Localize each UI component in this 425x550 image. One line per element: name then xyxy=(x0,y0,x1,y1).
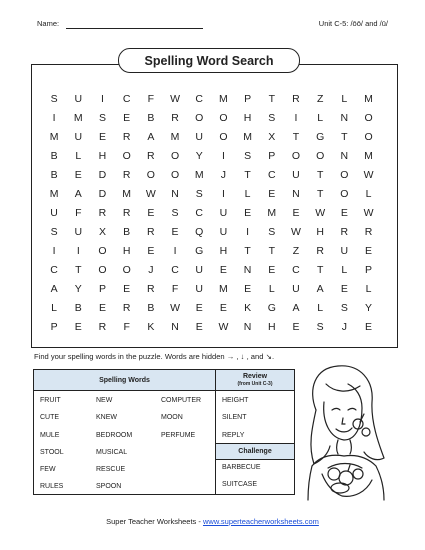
grid-letter: U xyxy=(195,282,204,295)
grid-letter: N xyxy=(243,321,252,334)
grid-letter: L xyxy=(317,111,324,124)
grid-letter: O xyxy=(170,149,180,162)
girl-with-fruit-illustration xyxy=(298,362,393,502)
grid-letter: C xyxy=(50,263,58,276)
grid-letter: T xyxy=(316,187,324,200)
challenge-word: SUITCASE xyxy=(222,481,258,488)
grid-letter: E xyxy=(171,225,179,238)
grid-letter: I xyxy=(246,225,250,238)
grid-letter: H xyxy=(122,244,131,257)
grid-letter: E xyxy=(340,282,348,295)
grid-letter: I xyxy=(221,187,225,200)
grid-letter: Y xyxy=(74,282,82,295)
letter-grid xyxy=(42,89,381,337)
grid-letter: S xyxy=(50,225,58,238)
grid-letter: M xyxy=(364,92,373,105)
grid-letter: I xyxy=(52,111,56,124)
grid-letter: O xyxy=(219,130,228,143)
word-bank-table xyxy=(33,369,295,495)
grid-letter: W xyxy=(291,225,301,238)
unit-label: Unit C-5: /ōō/ and /ū/ xyxy=(318,19,388,28)
grid-letter: H xyxy=(316,225,324,238)
grid-letter: M xyxy=(267,206,277,219)
grid-letter: M xyxy=(194,168,204,181)
grid-letter: S xyxy=(195,187,203,200)
grid-letter: T xyxy=(75,263,82,276)
grid-letter: E xyxy=(268,187,276,200)
grid-letter: O xyxy=(146,168,155,181)
grid-letter: L xyxy=(341,263,348,276)
grid-letter: P xyxy=(50,321,58,334)
grid-letter: T xyxy=(316,168,324,181)
grid-letter: E xyxy=(340,206,348,219)
grid-letter: W xyxy=(145,187,156,200)
grid-letter: M xyxy=(122,187,132,200)
grid-letter: W xyxy=(363,206,374,219)
word-item: BEDROOM xyxy=(96,432,133,439)
grid-letter: A xyxy=(147,130,155,143)
grid-letter: B xyxy=(50,149,58,162)
grid-letter: S xyxy=(171,206,179,219)
grid-letter: T xyxy=(292,130,300,143)
grid-letter: M xyxy=(219,282,228,295)
grid-letter: I xyxy=(101,92,104,105)
grid-letter: P xyxy=(365,263,373,276)
grid-letter: N xyxy=(171,187,179,200)
review-header xyxy=(216,370,294,391)
grid-letter: R xyxy=(171,111,179,124)
grid-letter: S xyxy=(244,149,252,162)
grid-letter: W xyxy=(218,321,229,334)
grid-letter: G xyxy=(267,302,276,315)
grid-letter: U xyxy=(195,263,204,276)
grid-letter: O xyxy=(219,111,228,124)
grid-letter: U xyxy=(219,225,228,238)
grid-letter: J xyxy=(220,168,227,181)
grid-letter: H xyxy=(98,149,107,162)
grid-letter: D xyxy=(98,187,107,200)
word-item: MULE xyxy=(40,432,60,439)
grid-letter: U xyxy=(195,130,204,143)
grid-letter: E xyxy=(98,130,106,143)
grid-letter: O xyxy=(122,263,131,276)
word-item: NEW xyxy=(96,397,113,404)
grid-letter: W xyxy=(363,168,374,181)
grid-letter: R xyxy=(122,130,131,143)
grid-letter: C xyxy=(195,92,204,105)
grid-letter: U xyxy=(292,168,300,181)
review-word: SILENT xyxy=(222,414,247,421)
grid-letter: T xyxy=(244,244,251,257)
grid-letter: E xyxy=(292,206,300,219)
grid-letter: P xyxy=(268,149,276,162)
grid-letter: E xyxy=(123,111,131,124)
grid-letter: O xyxy=(364,130,373,143)
grid-letter: O xyxy=(98,244,107,257)
grid-letter: C xyxy=(195,206,204,219)
grid-letter: O xyxy=(340,168,349,181)
grid-letter: O xyxy=(316,149,325,162)
grid-letter: T xyxy=(268,244,275,257)
grid-letter: E xyxy=(268,263,276,276)
grid-letter: M xyxy=(243,130,252,143)
grid-letter: S xyxy=(98,111,106,124)
grid-letter: R xyxy=(98,321,107,334)
grid-letter: H xyxy=(267,321,276,334)
grid-letter: Q xyxy=(195,225,204,238)
challenge-word: BARBECUE xyxy=(222,464,261,471)
grid-letter: E xyxy=(292,321,300,334)
grid-letter: F xyxy=(123,321,130,334)
grid-letter: B xyxy=(50,168,58,181)
grid-letter: D xyxy=(98,168,107,181)
footer xyxy=(0,517,425,526)
word-item: STOOL xyxy=(40,449,64,456)
grid-letter: E xyxy=(244,282,252,295)
grid-letter: R xyxy=(292,92,300,105)
grid-letter: U xyxy=(340,244,349,257)
grid-letter: X xyxy=(268,130,276,143)
grid-letter: O xyxy=(122,149,131,162)
grid-letter: O xyxy=(291,149,301,162)
grid-letter: I xyxy=(221,149,225,162)
grid-letter: M xyxy=(73,111,83,124)
grid-letter: F xyxy=(147,92,155,105)
grid-letter: O xyxy=(340,187,349,200)
grid-letter: T xyxy=(268,92,275,105)
grid-letter: U xyxy=(219,206,228,219)
grid-letter: R xyxy=(147,282,155,295)
grid-letter: E xyxy=(195,302,203,315)
grid-letter: T xyxy=(341,130,348,143)
grid-letter: U xyxy=(74,130,83,143)
grid-letter: R xyxy=(122,302,131,315)
grid-letter: U xyxy=(74,92,83,105)
word-item: FEW xyxy=(40,466,56,473)
grid-letter: M xyxy=(49,187,59,200)
grid-letter: O xyxy=(170,168,180,181)
grid-letter: C xyxy=(122,92,131,105)
column-divider xyxy=(215,390,216,494)
grid-letter: O xyxy=(364,111,373,124)
grid-letter: P xyxy=(98,282,106,295)
grid-letter: H xyxy=(219,244,228,257)
grid-letter: T xyxy=(316,263,324,276)
grid-letter: N xyxy=(243,263,252,276)
name-line[interactable] xyxy=(66,28,203,29)
grid-letter: S xyxy=(316,321,324,334)
word-item: CUTE xyxy=(40,414,60,421)
grid-letter: L xyxy=(244,187,251,200)
grid-letter: G xyxy=(316,130,325,143)
grid-letter: Z xyxy=(316,92,324,105)
grid-letter: G xyxy=(195,244,204,257)
spelling-words-header: Spelling Words xyxy=(34,370,216,391)
review-subtitle: (from Unit C-3) xyxy=(237,381,273,387)
grid-letter: E xyxy=(74,321,82,334)
grid-letter: E xyxy=(365,244,373,257)
word-item: MOON xyxy=(161,414,183,421)
grid-letter: M xyxy=(170,130,180,143)
word-item: RESCUE xyxy=(96,466,126,473)
grid-letter: B xyxy=(74,302,82,315)
grid-letter: E xyxy=(244,206,252,219)
word-item: PERFUME xyxy=(161,432,196,439)
grid-letter: I xyxy=(76,244,80,257)
grid-letter: R xyxy=(147,225,155,238)
grid-letter: R xyxy=(316,244,324,257)
grid-letter: S xyxy=(340,302,348,315)
grid-letter: Z xyxy=(292,244,300,257)
instructions: Find your spelling words in the puzzle. Words are hidden → , ↓ , and ↘. xyxy=(34,352,275,361)
grid-letter: L xyxy=(51,302,58,315)
grid-letter: F xyxy=(75,206,82,219)
grid-letter: I xyxy=(173,244,177,257)
worksheet-title: Spelling Word Search xyxy=(118,48,300,73)
grid-letter: A xyxy=(50,282,58,295)
grid-letter: E xyxy=(74,168,82,181)
grid-letter: A xyxy=(74,187,82,200)
grid-letter: W xyxy=(315,206,326,219)
grid-letter: A xyxy=(316,282,324,295)
grid-letter: Y xyxy=(195,149,203,162)
name-label: Name: xyxy=(37,19,60,28)
grid-letter: E xyxy=(123,282,131,295)
grid-letter: U xyxy=(292,282,300,295)
grid-letter: L xyxy=(365,187,372,200)
word-item: FRUIT xyxy=(40,397,61,404)
grid-letter: S xyxy=(268,111,276,124)
grid-letter: L xyxy=(365,282,372,295)
grid-letter: B xyxy=(147,111,155,124)
grid-letter: E xyxy=(147,206,155,219)
word-item: MUSICAL xyxy=(96,449,128,456)
grid-letter: R xyxy=(147,149,155,162)
grid-letter: E xyxy=(195,321,203,334)
grid-letter: K xyxy=(244,302,252,315)
word-item: SPOON xyxy=(96,483,122,490)
grid-letter: E xyxy=(219,263,227,276)
word-item: COMPUTER xyxy=(161,397,202,404)
grid-letter: F xyxy=(171,282,179,295)
grid-letter: R xyxy=(340,225,349,238)
grid-letter: R xyxy=(122,168,131,181)
grid-letter: N xyxy=(292,187,300,200)
word-item: KNEW xyxy=(96,414,117,421)
challenge-header: Challenge xyxy=(216,443,294,460)
review-word: HEIGHT xyxy=(222,397,249,404)
grid-letter: A xyxy=(292,302,300,315)
grid-letter: N xyxy=(340,111,349,124)
review-title: Review xyxy=(242,373,268,380)
grid-letter: Y xyxy=(365,302,373,315)
grid-letter: R xyxy=(122,206,131,219)
grid-letter: B xyxy=(147,302,155,315)
grid-letter: W xyxy=(170,302,180,315)
grid-letter: S xyxy=(50,92,58,105)
grid-letter: S xyxy=(268,225,276,238)
grid-letter: J xyxy=(341,321,347,334)
word-item: RULES xyxy=(40,483,64,490)
grid-letter: X xyxy=(98,225,106,238)
grid-letter: N xyxy=(340,149,349,162)
grid-letter: O xyxy=(195,111,204,124)
grid-letter: N xyxy=(171,321,179,334)
review-word: REPLY xyxy=(222,432,245,439)
grid-letter: C xyxy=(171,263,179,276)
grid-letter: R xyxy=(98,206,107,219)
grid-letter: E xyxy=(219,302,227,315)
grid-letter: L xyxy=(75,149,82,162)
grid-letter: E xyxy=(365,321,373,334)
grid-letter: I xyxy=(52,244,56,257)
grid-letter: L xyxy=(341,92,348,105)
grid-letter: R xyxy=(364,225,373,238)
grid-letter: M xyxy=(364,149,373,162)
footer-prefix: Super Teacher Worksheets - xyxy=(106,517,203,526)
grid-letter: M xyxy=(49,130,59,143)
grid-letter: U xyxy=(50,206,58,219)
grid-letter: C xyxy=(267,168,276,181)
grid-letter: H xyxy=(243,111,252,124)
grid-letter: K xyxy=(147,321,155,334)
grid-letter: B xyxy=(123,225,131,238)
grid-letter: I xyxy=(294,111,298,124)
grid-letter: T xyxy=(244,168,251,181)
grid-letter: C xyxy=(292,263,300,276)
grid-letter: E xyxy=(147,244,155,257)
grid-letter: M xyxy=(219,92,228,105)
grid-letter: L xyxy=(317,302,324,315)
grid-letter: U xyxy=(74,225,83,238)
grid-letter: E xyxy=(98,302,106,315)
grid-letter: L xyxy=(268,282,275,295)
footer-link[interactable]: www.superteacherworksheets.com xyxy=(202,517,319,526)
grid-letter: O xyxy=(98,263,107,276)
grid-letter: W xyxy=(170,92,180,105)
grid-letter: P xyxy=(244,92,252,105)
grid-letter: J xyxy=(148,263,154,276)
